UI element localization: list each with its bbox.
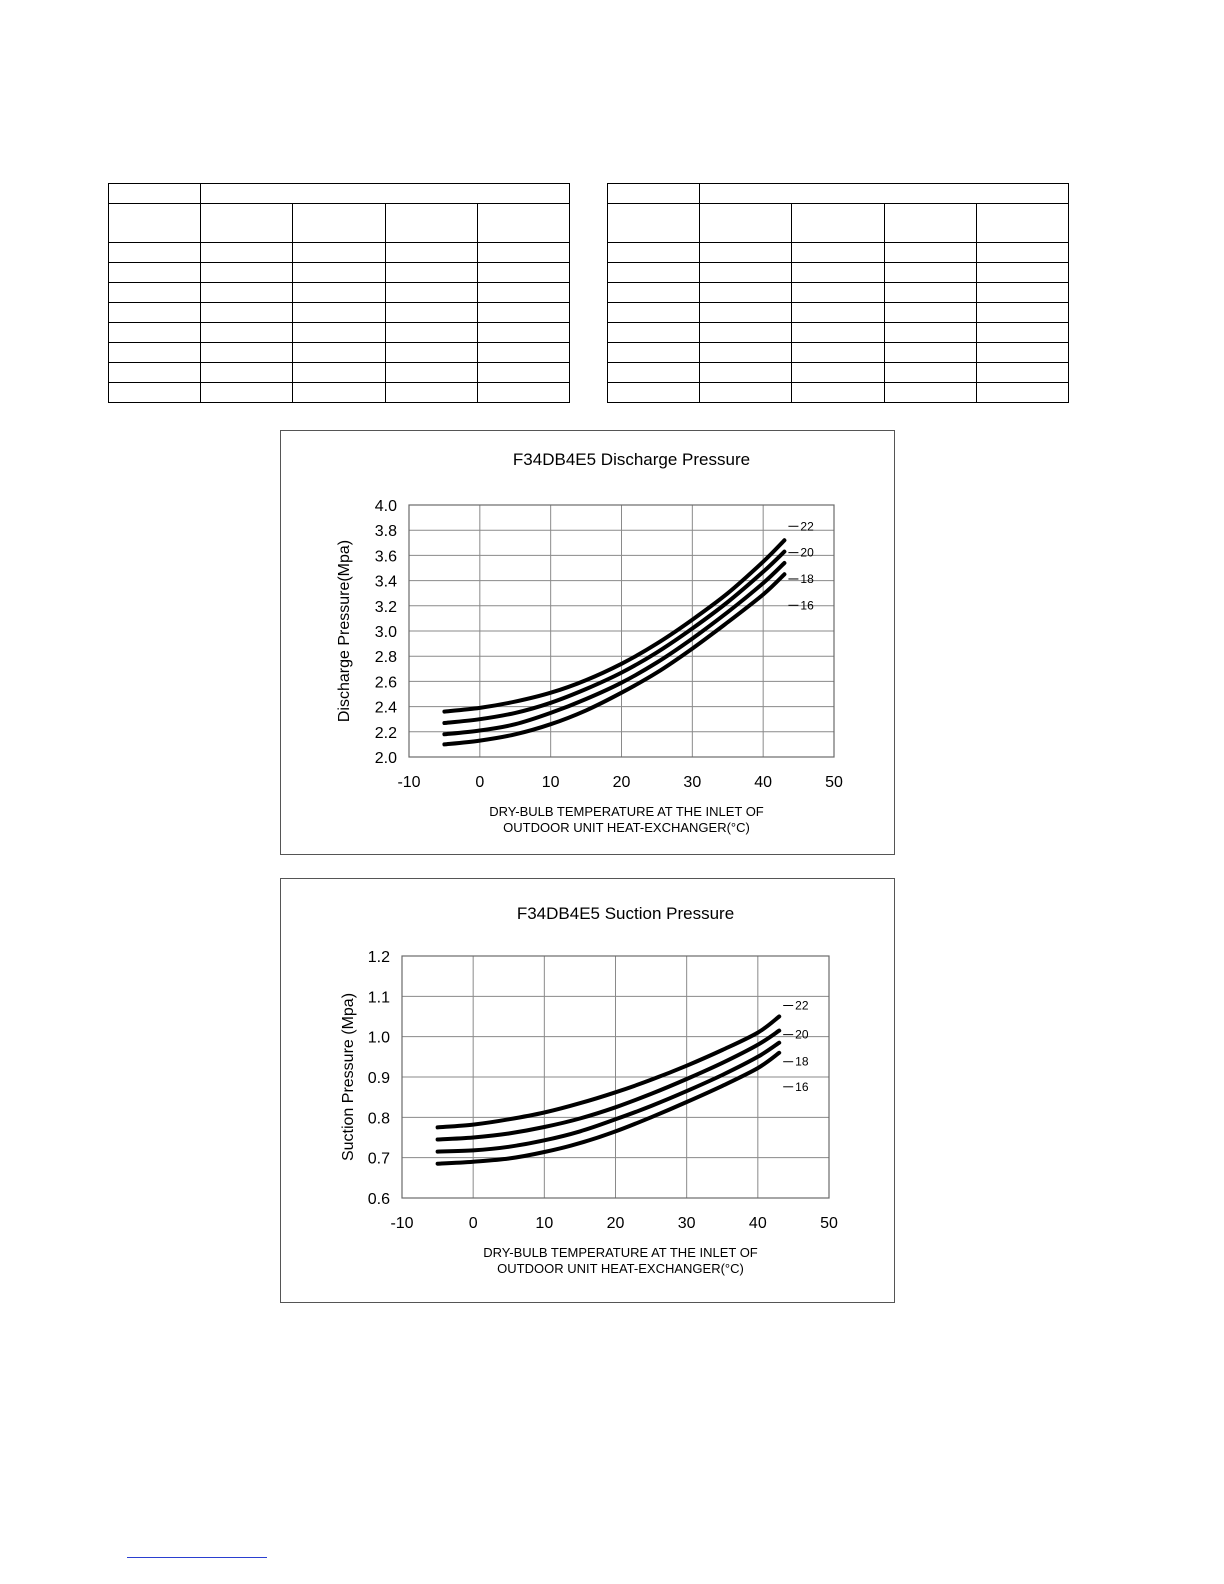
chart-title: F34DB4E5 Suction Pressure xyxy=(516,904,735,923)
table-cell xyxy=(792,204,884,243)
x-tick-label: 30 xyxy=(677,1215,696,1232)
x-tick-label: -10 xyxy=(390,1215,414,1232)
table-cell xyxy=(293,204,385,243)
table-cell xyxy=(385,204,477,243)
y-tick-label: 0.7 xyxy=(367,1150,390,1168)
x-tick-label: 40 xyxy=(748,1215,767,1232)
table-cell xyxy=(608,204,700,243)
y-tick-label: 2.4 xyxy=(374,699,397,717)
x-tick-label: 0 xyxy=(475,774,485,791)
y-tick-label: 0.9 xyxy=(367,1070,390,1087)
y-axis-label: Discharge Pressure(Mpa) xyxy=(336,539,353,723)
table-cell xyxy=(884,204,976,243)
x-tick-label: 40 xyxy=(754,774,773,791)
y-tick-label: 1.2 xyxy=(367,949,390,966)
table-cell xyxy=(109,184,201,204)
footer-link-underline xyxy=(127,1557,267,1558)
x-tick-label: 0 xyxy=(468,1215,478,1232)
chart-title: F34DB4E5 Discharge Pressure xyxy=(512,450,751,469)
y-tick-label: 0.8 xyxy=(367,1110,390,1128)
series-end-label: 22 xyxy=(795,998,809,1013)
table-cell xyxy=(201,204,293,243)
y-tick-label: 2.6 xyxy=(374,674,397,692)
series-end-label: 20 xyxy=(800,545,814,560)
x-tick-label: -10 xyxy=(397,774,421,791)
x-tick-label: 50 xyxy=(825,774,843,791)
y-tick-label: 3.6 xyxy=(374,548,397,566)
y-tick-label: 3.8 xyxy=(374,523,397,541)
suction-pressure-chart-svg xyxy=(281,879,896,1304)
x-axis-label: DRY-BULB TEMPERATURE AT THE INLET OF OUTDOOR UNIT HEAT-EXCHANGER(°C) xyxy=(483,1245,758,1276)
y-tick-label: 2.8 xyxy=(374,649,397,667)
table-cell xyxy=(109,204,201,243)
y-tick-label: 2.0 xyxy=(374,750,397,767)
x-tick-label: 20 xyxy=(606,1215,625,1232)
x-tick-label: 20 xyxy=(612,774,631,791)
y-axis-label: Suction Pressure (Mpa) xyxy=(340,992,357,1162)
discharge-pressure-chart-svg xyxy=(281,431,896,856)
series-end-label: 16 xyxy=(795,1079,809,1094)
series-end-label: 20 xyxy=(795,1027,809,1042)
empty-table-left xyxy=(108,183,570,403)
table-cell xyxy=(976,204,1068,243)
y-tick-label: 0.6 xyxy=(367,1191,390,1208)
table-cell xyxy=(608,184,700,204)
table-cell xyxy=(700,184,1069,204)
series-end-label: 16 xyxy=(800,598,814,613)
y-tick-label: 4.0 xyxy=(374,498,397,515)
suction-pressure-chart xyxy=(280,878,895,1303)
x-tick-label: 30 xyxy=(683,774,702,791)
x-tick-label: 50 xyxy=(820,1215,838,1232)
y-tick-label: 2.2 xyxy=(374,724,397,742)
x-axis-label: DRY-BULB TEMPERATURE AT THE INLET OF OUTDOOR UNIT HEAT-EXCHANGER(°C) xyxy=(489,804,764,835)
empty-table-right xyxy=(607,183,1069,403)
series-end-label: 22 xyxy=(800,519,814,534)
series-end-label: 18 xyxy=(795,1054,809,1069)
x-tick-label: 10 xyxy=(535,1215,554,1232)
table-cell xyxy=(477,204,569,243)
series-end-label: 18 xyxy=(800,571,814,586)
table-cell xyxy=(201,184,570,204)
y-tick-label: 1.1 xyxy=(367,989,390,1007)
x-tick-label: 10 xyxy=(541,774,560,791)
y-tick-label: 3.0 xyxy=(374,624,397,641)
discharge-pressure-chart xyxy=(280,430,895,855)
y-tick-label: 3.2 xyxy=(374,598,397,616)
y-tick-label: 3.4 xyxy=(374,573,397,591)
table-cell xyxy=(700,204,792,243)
y-tick-label: 1.0 xyxy=(367,1029,390,1047)
